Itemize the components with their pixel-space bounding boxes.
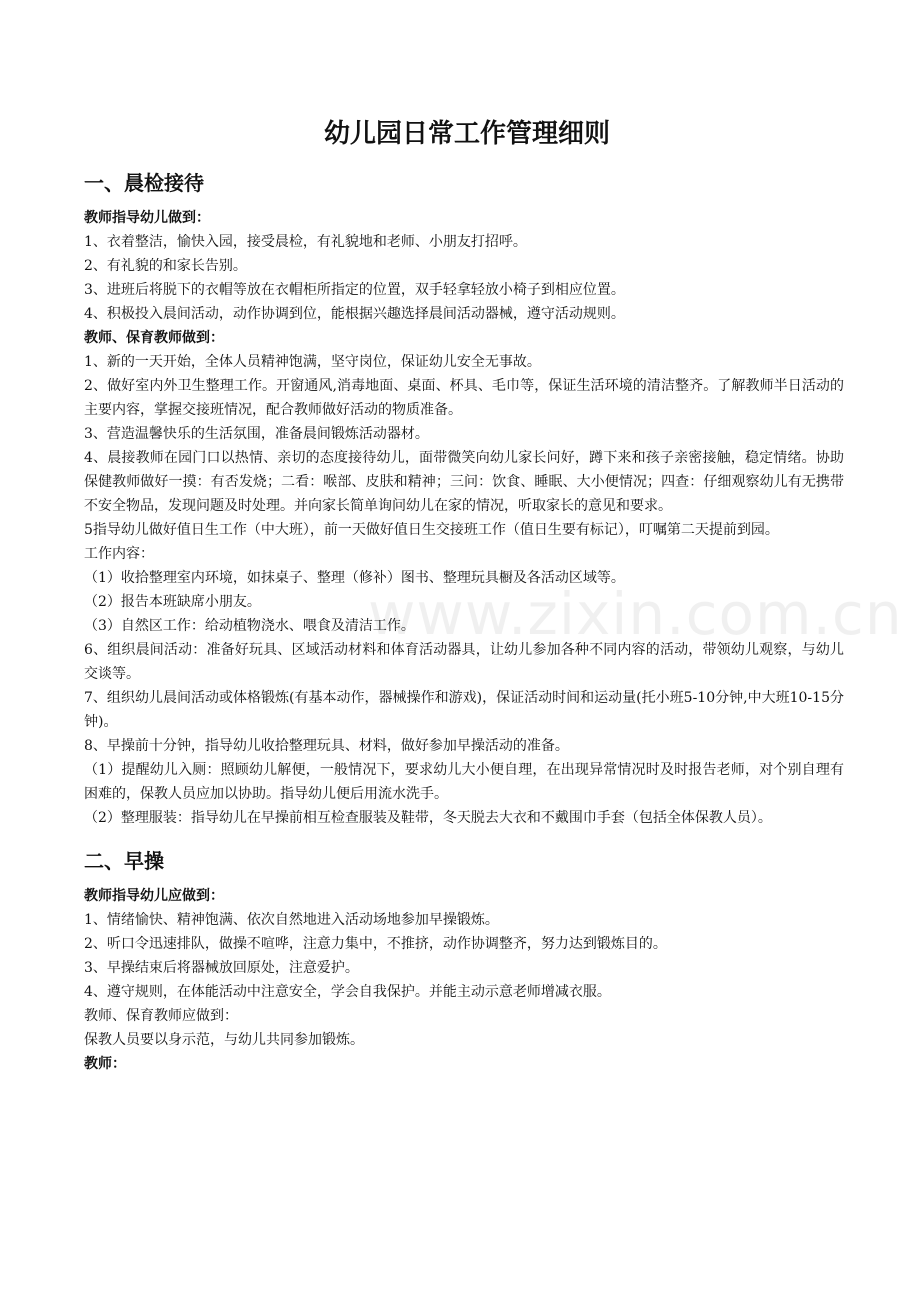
list-item: 4、积极投入晨间活动，动作协调到位，能根据兴趣选择晨间活动器械，遵守活动规则。 (84, 306, 625, 322)
list-item: 6、组织晨间活动：准备好玩具、区域活动材料和体育活动器具，让幼儿参加各种不同内容的活动，带领幼儿观察，与幼儿交谈等。 (84, 642, 844, 682)
note-text: 保教人员要以身示范，与幼儿共同参加锻炼。 (84, 1032, 364, 1048)
subheading-teacher: 教师： (84, 1056, 126, 1072)
subheading-teachers: 教师、保育教师应做到： (84, 1008, 238, 1024)
list-item: 1、情绪愉快、精神饱满、依次自然地进入活动场地参加早操锻炼。 (84, 912, 499, 928)
list-item: 4、晨接教师在园门口以热情、亲切的态度接待幼儿，面带微笑向幼儿家长问好，蹲下来和孩子亲密接触，稳定情绪。协助保健教师做好一摸：有否发烧；二看：喉部、皮肤和精神；三问：饮食、睡眠、大小便情况；四查：仔细观察幼儿有无携带不安全物品，发现问题及时处理。并向家长简单询问幼儿在家的情况，听取家长的意见和要求。 (84, 450, 844, 514)
list-item: （2）整理服装：指导幼儿在早操前相互检查服装及鞋带，冬天脱去大衣和不戴围巾手套（包括全体保教人员）。 (84, 810, 772, 826)
list-item: 2、听口令迅速排队，做操不喧哗，注意力集中，不推挤，动作协调整齐，努力达到锻炼目的。 (84, 936, 667, 952)
list-item: 3、早操结束后将器械放回原处，注意爱护。 (84, 960, 359, 976)
document-body (84, 114, 844, 1076)
work-content-label: 工作内容： (84, 546, 154, 562)
list-item: 2、做好室内外卫生整理工作。开窗通风,消毒地面、桌面、杯具、毛巾等，保证生活环境的清洁整齐。了解教师半日活动的主要内容，掌握交接班情况，配合教师做好活动的物质准备。 (84, 378, 844, 418)
subheading-teachers: 教师、保育教师做到： (84, 330, 224, 346)
list-item: 5指导幼儿做好值日生工作（中大班），前一天做好值日生交接班工作（值日生要有标记），叮嘱第二天提前到园。 (84, 522, 779, 538)
subheading-children: 教师指导幼儿应做到： (84, 888, 224, 904)
list-item: 3、营造温馨快乐的生活氛围，准备晨间锻炼活动器材。 (84, 426, 429, 442)
list-item: 8、早操前十分钟，指导幼儿收拾整理玩具、材料，做好参加早操活动的准备。 (84, 738, 569, 754)
list-item: （3）自然区工作：给动植物浇水、喂食及清洁工作。 (84, 618, 415, 634)
page-title: 幼儿园日常工作管理细则 (323, 119, 610, 149)
list-item: 1、新的一天开始，全体人员精神饱满，坚守岗位，保证幼儿安全无事故。 (84, 354, 541, 370)
subheading-children: 教师指导幼儿做到： (84, 210, 210, 226)
list-item: 3、进班后将脱下的衣帽等放在衣帽柜所指定的位置，双手轻拿轻放小椅子到相应位置。 (84, 282, 625, 298)
list-item: （1）提醒幼儿入厕：照顾幼儿解便，一般情况下，要求幼儿大小便自理，在出现异常情况时及时报告老师，对个别自理有困难的，保教人员应加以协助。指导幼儿便后用流水洗手。 (84, 762, 844, 802)
list-item: （2）报告本班缺席小朋友。 (84, 594, 261, 610)
section-heading-morning-exercise: 二、早操 (84, 849, 164, 873)
list-item: 2、有礼貌的和家长告别。 (84, 258, 247, 274)
watermark: www.zixin.com.cn (368, 580, 903, 648)
list-item: 7、组织幼儿晨间活动或体格锻炼(有基本动作，器械操作和游戏)，保证活动时间和运动量(托小班5-10分钟,中大班10-15分钟)。 (84, 690, 844, 730)
list-item: 1、衣着整洁，愉快入园，接受晨检，有礼貌地和老师、小朋友打招呼。 (84, 234, 527, 250)
list-item: 4、遵守规则，在体能活动中注意安全，学会自我保护。并能主动示意老师增减衣服。 (84, 984, 611, 1000)
list-item: （1）收拾整理室内环境，如抹桌子、整理（修补）图书、整理玩具橱及各活动区域等。 (84, 570, 625, 586)
section-heading-morning-check: 一、晨检接待 (84, 171, 204, 195)
